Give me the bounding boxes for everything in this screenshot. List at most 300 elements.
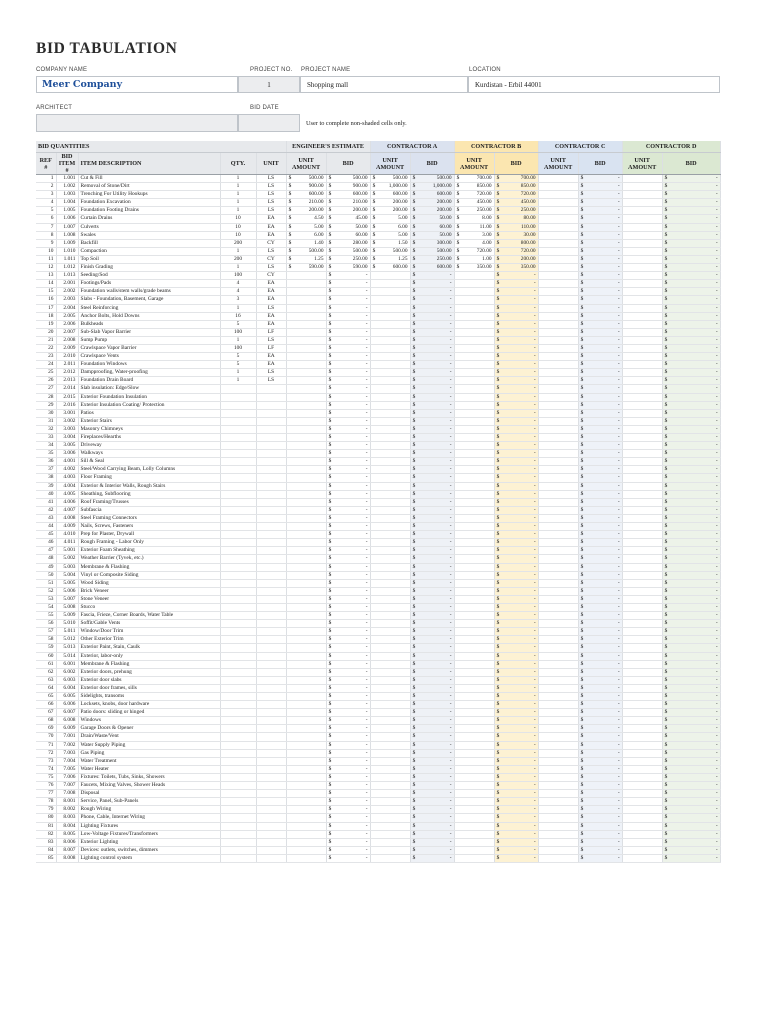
engineer-unit-amount[interactable] [286, 434, 326, 442]
unit[interactable] [256, 498, 286, 506]
contractor-d-unit-amount[interactable] [622, 514, 662, 522]
quantity[interactable] [220, 717, 256, 725]
contractor-c-unit-amount[interactable] [538, 790, 578, 798]
contractor-b-unit-amount[interactable] [454, 498, 494, 506]
engineer-unit-amount[interactable] [286, 272, 326, 280]
engineer-unit-amount[interactable] [286, 223, 326, 231]
contractor-c-unit-amount[interactable] [538, 782, 578, 790]
unit[interactable] [256, 514, 286, 522]
contractor-d-unit-amount[interactable] [622, 652, 662, 660]
contractor-a-unit-amount[interactable] [370, 296, 410, 304]
contractor-d-unit-amount[interactable] [622, 798, 662, 806]
contractor-d-unit-amount[interactable] [622, 523, 662, 531]
quantity[interactable] [220, 725, 256, 733]
unit[interactable] [256, 668, 286, 676]
contractor-a-unit-amount[interactable] [370, 838, 410, 846]
engineer-unit-amount[interactable] [286, 579, 326, 587]
contractor-a-unit-amount[interactable] [370, 466, 410, 474]
item-description[interactable]: Steel Framing Connectors [78, 514, 220, 522]
contractor-b-unit-amount[interactable] [454, 328, 494, 336]
contractor-d-unit-amount[interactable] [622, 264, 662, 272]
contractor-d-unit-amount[interactable] [622, 385, 662, 393]
unit[interactable] [256, 393, 286, 401]
contractor-b-unit-amount[interactable] [454, 717, 494, 725]
contractor-c-unit-amount[interactable] [538, 628, 578, 636]
contractor-c-unit-amount[interactable] [538, 854, 578, 862]
contractor-c-unit-amount[interactable] [538, 725, 578, 733]
contractor-a-unit-amount[interactable] [370, 709, 410, 717]
unit[interactable]: CY [256, 255, 286, 263]
engineer-unit-amount[interactable] [286, 377, 326, 385]
engineer-unit-amount[interactable] [286, 749, 326, 757]
contractor-c-unit-amount[interactable] [538, 377, 578, 385]
quantity[interactable] [220, 482, 256, 490]
contractor-b-unit-amount[interactable] [454, 223, 494, 231]
quantity[interactable] [220, 782, 256, 790]
contractor-b-unit-amount[interactable] [454, 620, 494, 628]
contractor-b-unit-amount[interactable] [454, 312, 494, 320]
quantity[interactable] [220, 531, 256, 539]
item-description[interactable]: Curtain Drains [78, 215, 220, 223]
quantity[interactable] [220, 701, 256, 709]
contractor-b-unit-amount[interactable] [454, 668, 494, 676]
unit[interactable]: LS [256, 264, 286, 272]
engineer-unit-amount[interactable] [286, 215, 326, 223]
contractor-c-unit-amount[interactable] [538, 531, 578, 539]
quantity[interactable] [220, 466, 256, 474]
engineer-unit-amount[interactable] [286, 693, 326, 701]
contractor-b-unit-amount[interactable] [454, 782, 494, 790]
engineer-unit-amount[interactable] [286, 482, 326, 490]
quantity[interactable]: 10 [220, 215, 256, 223]
contractor-a-unit-amount[interactable] [370, 231, 410, 239]
contractor-d-unit-amount[interactable] [622, 725, 662, 733]
quantity[interactable] [220, 450, 256, 458]
contractor-d-unit-amount[interactable] [622, 838, 662, 846]
contractor-c-unit-amount[interactable] [538, 490, 578, 498]
contractor-c-unit-amount[interactable] [538, 571, 578, 579]
item-description[interactable]: Window/Door Trim [78, 628, 220, 636]
contractor-c-unit-amount[interactable] [538, 401, 578, 409]
contractor-a-unit-amount[interactable] [370, 272, 410, 280]
contractor-d-unit-amount[interactable] [622, 749, 662, 757]
project-name-field[interactable] [300, 76, 468, 93]
engineer-unit-amount[interactable] [286, 676, 326, 684]
quantity[interactable] [220, 603, 256, 611]
contractor-d-unit-amount[interactable] [622, 660, 662, 668]
contractor-c-unit-amount[interactable] [538, 199, 578, 207]
item-description[interactable]: Foundation Footing Drains [78, 207, 220, 215]
unit[interactable]: LS [256, 199, 286, 207]
unit[interactable] [256, 709, 286, 717]
engineer-unit-amount[interactable] [286, 255, 326, 263]
quantity[interactable] [220, 417, 256, 425]
quantity[interactable]: 200 [220, 239, 256, 247]
unit[interactable]: CY [256, 239, 286, 247]
contractor-a-unit-amount[interactable] [370, 191, 410, 199]
contractor-d-unit-amount[interactable] [622, 846, 662, 854]
contractor-d-unit-amount[interactable] [622, 247, 662, 255]
contractor-d-unit-amount[interactable] [622, 239, 662, 247]
unit[interactable] [256, 555, 286, 563]
unit[interactable]: EA [256, 296, 286, 304]
quantity[interactable] [220, 684, 256, 692]
contractor-a-unit-amount[interactable] [370, 498, 410, 506]
unit[interactable]: EA [256, 215, 286, 223]
contractor-d-unit-amount[interactable] [622, 595, 662, 603]
item-description[interactable]: Exterior Stairs [78, 417, 220, 425]
contractor-d-unit-amount[interactable] [622, 482, 662, 490]
contractor-a-unit-amount[interactable] [370, 555, 410, 563]
contractor-c-unit-amount[interactable] [538, 587, 578, 595]
contractor-a-unit-amount[interactable] [370, 765, 410, 773]
contractor-b-unit-amount[interactable] [454, 506, 494, 514]
contractor-c-unit-amount[interactable] [538, 369, 578, 377]
engineer-unit-amount[interactable] [286, 757, 326, 765]
quantity[interactable]: 4 [220, 280, 256, 288]
item-description[interactable]: Patios [78, 409, 220, 417]
contractor-a-unit-amount[interactable] [370, 490, 410, 498]
contractor-c-unit-amount[interactable] [538, 765, 578, 773]
item-description[interactable]: Soffit/Gable Vents [78, 620, 220, 628]
quantity[interactable] [220, 757, 256, 765]
quantity[interactable] [220, 401, 256, 409]
item-description[interactable]: Foundation Drain Board [78, 377, 220, 385]
engineer-unit-amount[interactable] [286, 660, 326, 668]
contractor-b-unit-amount[interactable] [454, 830, 494, 838]
contractor-b-unit-amount[interactable] [454, 660, 494, 668]
contractor-a-unit-amount[interactable] [370, 361, 410, 369]
item-description[interactable]: Drain/Waste/Vent [78, 733, 220, 741]
contractor-b-unit-amount[interactable] [454, 401, 494, 409]
contractor-a-unit-amount[interactable] [370, 571, 410, 579]
unit[interactable] [256, 725, 286, 733]
contractor-d-unit-amount[interactable] [622, 183, 662, 191]
unit[interactable] [256, 846, 286, 854]
quantity[interactable] [220, 798, 256, 806]
item-description[interactable]: Steel Reinforcing [78, 304, 220, 312]
contractor-d-unit-amount[interactable] [622, 547, 662, 555]
engineer-unit-amount[interactable] [286, 207, 326, 215]
contractor-b-unit-amount[interactable] [454, 272, 494, 280]
contractor-b-unit-amount[interactable] [454, 304, 494, 312]
contractor-c-unit-amount[interactable] [538, 822, 578, 830]
contractor-b-unit-amount[interactable] [454, 320, 494, 328]
contractor-b-unit-amount[interactable] [454, 846, 494, 854]
contractor-a-unit-amount[interactable] [370, 288, 410, 296]
contractor-d-unit-amount[interactable] [622, 175, 662, 183]
contractor-d-unit-amount[interactable] [622, 328, 662, 336]
contractor-b-unit-amount[interactable] [454, 280, 494, 288]
contractor-b-unit-amount[interactable] [454, 531, 494, 539]
engineer-unit-amount[interactable] [286, 555, 326, 563]
unit[interactable] [256, 636, 286, 644]
contractor-b-unit-amount[interactable] [454, 353, 494, 361]
contractor-b-unit-amount[interactable] [454, 385, 494, 393]
contractor-c-unit-amount[interactable] [538, 183, 578, 191]
contractor-a-unit-amount[interactable] [370, 668, 410, 676]
quantity[interactable] [220, 587, 256, 595]
item-description[interactable]: Masonry Chimneys [78, 425, 220, 433]
unit[interactable]: LS [256, 336, 286, 344]
contractor-c-unit-amount[interactable] [538, 733, 578, 741]
quantity[interactable] [220, 644, 256, 652]
unit[interactable] [256, 571, 286, 579]
contractor-c-unit-amount[interactable] [538, 506, 578, 514]
quantity[interactable] [220, 458, 256, 466]
item-description[interactable]: Lighting control system [78, 854, 220, 862]
contractor-c-unit-amount[interactable] [538, 353, 578, 361]
contractor-b-unit-amount[interactable] [454, 636, 494, 644]
quantity[interactable]: 100 [220, 344, 256, 352]
engineer-unit-amount[interactable] [286, 709, 326, 717]
unit[interactable]: EA [256, 312, 286, 320]
contractor-a-unit-amount[interactable] [370, 822, 410, 830]
contractor-a-unit-amount[interactable] [370, 312, 410, 320]
engineer-unit-amount[interactable] [286, 264, 326, 272]
unit[interactable] [256, 466, 286, 474]
contractor-d-unit-amount[interactable] [622, 207, 662, 215]
engineer-unit-amount[interactable] [286, 838, 326, 846]
unit[interactable]: EA [256, 231, 286, 239]
contractor-a-unit-amount[interactable] [370, 814, 410, 822]
unit[interactable] [256, 757, 286, 765]
contractor-a-unit-amount[interactable] [370, 806, 410, 814]
quantity[interactable]: 5 [220, 320, 256, 328]
contractor-a-unit-amount[interactable] [370, 644, 410, 652]
contractor-a-unit-amount[interactable] [370, 344, 410, 352]
item-description[interactable]: Swales [78, 231, 220, 239]
item-description[interactable]: Bulkheads [78, 320, 220, 328]
unit[interactable] [256, 385, 286, 393]
item-description[interactable]: Culverts [78, 223, 220, 231]
contractor-b-unit-amount[interactable] [454, 676, 494, 684]
quantity[interactable] [220, 555, 256, 563]
contractor-c-unit-amount[interactable] [538, 409, 578, 417]
quantity[interactable] [220, 442, 256, 450]
quantity[interactable]: 5 [220, 353, 256, 361]
item-description[interactable]: Brick Veneer [78, 587, 220, 595]
quantity[interactable] [220, 628, 256, 636]
unit[interactable]: EA [256, 223, 286, 231]
quantity[interactable]: 1 [220, 191, 256, 199]
contractor-a-unit-amount[interactable] [370, 255, 410, 263]
quantity[interactable] [220, 741, 256, 749]
contractor-c-unit-amount[interactable] [538, 425, 578, 433]
quantity[interactable] [220, 652, 256, 660]
unit[interactable]: EA [256, 280, 286, 288]
quantity[interactable] [220, 498, 256, 506]
contractor-b-unit-amount[interactable] [454, 288, 494, 296]
contractor-b-unit-amount[interactable] [454, 425, 494, 433]
contractor-a-unit-amount[interactable] [370, 434, 410, 442]
contractor-b-unit-amount[interactable] [454, 466, 494, 474]
contractor-a-unit-amount[interactable] [370, 587, 410, 595]
contractor-a-unit-amount[interactable] [370, 531, 410, 539]
contractor-b-unit-amount[interactable] [454, 191, 494, 199]
contractor-c-unit-amount[interactable] [538, 320, 578, 328]
contractor-c-unit-amount[interactable] [538, 830, 578, 838]
unit[interactable] [256, 434, 286, 442]
item-description[interactable]: Driveway [78, 442, 220, 450]
contractor-c-unit-amount[interactable] [538, 814, 578, 822]
contractor-b-unit-amount[interactable] [454, 628, 494, 636]
contractor-c-unit-amount[interactable] [538, 757, 578, 765]
contractor-d-unit-amount[interactable] [622, 757, 662, 765]
architect-field[interactable] [36, 114, 238, 132]
engineer-unit-amount[interactable] [286, 361, 326, 369]
contractor-c-unit-amount[interactable] [538, 539, 578, 547]
item-description[interactable]: Fixtures: Toilets, Tubs, Sinks, Showers [78, 773, 220, 781]
contractor-a-unit-amount[interactable] [370, 247, 410, 255]
contractor-b-unit-amount[interactable] [454, 239, 494, 247]
contractor-c-unit-amount[interactable] [538, 191, 578, 199]
contractor-c-unit-amount[interactable] [538, 482, 578, 490]
quantity[interactable] [220, 822, 256, 830]
contractor-d-unit-amount[interactable] [622, 790, 662, 798]
location-field[interactable] [468, 76, 720, 93]
engineer-unit-amount[interactable] [286, 409, 326, 417]
contractor-c-unit-amount[interactable] [538, 563, 578, 571]
contractor-d-unit-amount[interactable] [622, 854, 662, 862]
contractor-d-unit-amount[interactable] [622, 223, 662, 231]
contractor-b-unit-amount[interactable] [454, 571, 494, 579]
item-description[interactable]: Lighting Fixtures [78, 822, 220, 830]
contractor-d-unit-amount[interactable] [622, 401, 662, 409]
quantity[interactable] [220, 676, 256, 684]
item-description[interactable]: Patio doors: sliding or hinged [78, 709, 220, 717]
unit[interactable]: LS [256, 377, 286, 385]
engineer-unit-amount[interactable] [286, 442, 326, 450]
contractor-a-unit-amount[interactable] [370, 595, 410, 603]
quantity[interactable] [220, 838, 256, 846]
engineer-unit-amount[interactable] [286, 603, 326, 611]
engineer-unit-amount[interactable] [286, 417, 326, 425]
unit[interactable] [256, 563, 286, 571]
unit[interactable] [256, 830, 286, 838]
quantity[interactable]: 100 [220, 328, 256, 336]
contractor-a-unit-amount[interactable] [370, 199, 410, 207]
contractor-a-unit-amount[interactable] [370, 280, 410, 288]
item-description[interactable]: Vinyl or Composite Siding [78, 571, 220, 579]
contractor-b-unit-amount[interactable] [454, 701, 494, 709]
contractor-a-unit-amount[interactable] [370, 409, 410, 417]
unit[interactable]: LS [256, 191, 286, 199]
engineer-unit-amount[interactable] [286, 506, 326, 514]
unit[interactable] [256, 458, 286, 466]
item-description[interactable]: Fireplaces/Hearths [78, 434, 220, 442]
item-description[interactable]: Low-Voltage Fixtures/Transformers [78, 830, 220, 838]
engineer-unit-amount[interactable] [286, 668, 326, 676]
contractor-d-unit-amount[interactable] [622, 409, 662, 417]
contractor-d-unit-amount[interactable] [622, 450, 662, 458]
unit[interactable] [256, 474, 286, 482]
engineer-unit-amount[interactable] [286, 733, 326, 741]
contractor-a-unit-amount[interactable] [370, 798, 410, 806]
item-description[interactable]: Slabs - Foundation, Basement, Garage [78, 296, 220, 304]
item-description[interactable]: Gas Piping [78, 749, 220, 757]
item-description[interactable]: Water Heater [78, 765, 220, 773]
bid-date-field[interactable] [238, 114, 300, 132]
contractor-b-unit-amount[interactable] [454, 377, 494, 385]
engineer-unit-amount[interactable] [286, 830, 326, 838]
contractor-d-unit-amount[interactable] [622, 199, 662, 207]
item-description[interactable]: Membrane & Flashing [78, 660, 220, 668]
item-description[interactable]: Finish Grading [78, 264, 220, 272]
contractor-c-unit-amount[interactable] [538, 579, 578, 587]
engineer-unit-amount[interactable] [286, 571, 326, 579]
engineer-unit-amount[interactable] [286, 701, 326, 709]
contractor-d-unit-amount[interactable] [622, 676, 662, 684]
contractor-d-unit-amount[interactable] [622, 782, 662, 790]
contractor-c-unit-amount[interactable] [538, 514, 578, 522]
unit[interactable]: LS [256, 175, 286, 183]
item-description[interactable]: Dampproofing, Water-proofing [78, 369, 220, 377]
contractor-d-unit-amount[interactable] [622, 466, 662, 474]
contractor-d-unit-amount[interactable] [622, 231, 662, 239]
unit[interactable] [256, 425, 286, 433]
unit[interactable] [256, 790, 286, 798]
contractor-b-unit-amount[interactable] [454, 482, 494, 490]
contractor-c-unit-amount[interactable] [538, 846, 578, 854]
contractor-d-unit-amount[interactable] [622, 312, 662, 320]
quantity[interactable] [220, 733, 256, 741]
engineer-unit-amount[interactable] [286, 628, 326, 636]
contractor-c-unit-amount[interactable] [538, 239, 578, 247]
quantity[interactable] [220, 393, 256, 401]
engineer-unit-amount[interactable] [286, 247, 326, 255]
contractor-a-unit-amount[interactable] [370, 660, 410, 668]
contractor-a-unit-amount[interactable] [370, 612, 410, 620]
contractor-d-unit-amount[interactable] [622, 498, 662, 506]
contractor-b-unit-amount[interactable] [454, 765, 494, 773]
item-description[interactable]: Devices: outlets, switches, dimmers [78, 846, 220, 854]
item-description[interactable]: Top Soil [78, 255, 220, 263]
contractor-d-unit-amount[interactable] [622, 353, 662, 361]
contractor-d-unit-amount[interactable] [622, 701, 662, 709]
item-description[interactable]: Other Exterior Trim [78, 636, 220, 644]
engineer-unit-amount[interactable] [286, 741, 326, 749]
quantity[interactable] [220, 579, 256, 587]
contractor-a-unit-amount[interactable] [370, 369, 410, 377]
item-description[interactable]: Exterior Lighting [78, 838, 220, 846]
contractor-a-unit-amount[interactable] [370, 425, 410, 433]
unit[interactable] [256, 644, 286, 652]
item-description[interactable]: Sidelights, transoms [78, 693, 220, 701]
engineer-unit-amount[interactable] [286, 320, 326, 328]
contractor-c-unit-amount[interactable] [538, 693, 578, 701]
contractor-d-unit-amount[interactable] [622, 612, 662, 620]
contractor-c-unit-amount[interactable] [538, 595, 578, 603]
contractor-b-unit-amount[interactable] [454, 838, 494, 846]
contractor-a-unit-amount[interactable] [370, 773, 410, 781]
unit[interactable] [256, 854, 286, 862]
unit[interactable] [256, 652, 286, 660]
contractor-b-unit-amount[interactable] [454, 709, 494, 717]
item-description[interactable]: Slab insulation: Edge/Slow [78, 385, 220, 393]
item-description[interactable]: Phone, Cable, Internet Wiring [78, 814, 220, 822]
contractor-a-unit-amount[interactable] [370, 725, 410, 733]
contractor-b-unit-amount[interactable] [454, 231, 494, 239]
contractor-c-unit-amount[interactable] [538, 547, 578, 555]
contractor-c-unit-amount[interactable] [538, 304, 578, 312]
contractor-b-unit-amount[interactable] [454, 490, 494, 498]
unit[interactable] [256, 676, 286, 684]
contractor-c-unit-amount[interactable] [538, 555, 578, 563]
contractor-a-unit-amount[interactable] [370, 846, 410, 854]
contractor-a-unit-amount[interactable] [370, 175, 410, 183]
contractor-d-unit-amount[interactable] [622, 288, 662, 296]
